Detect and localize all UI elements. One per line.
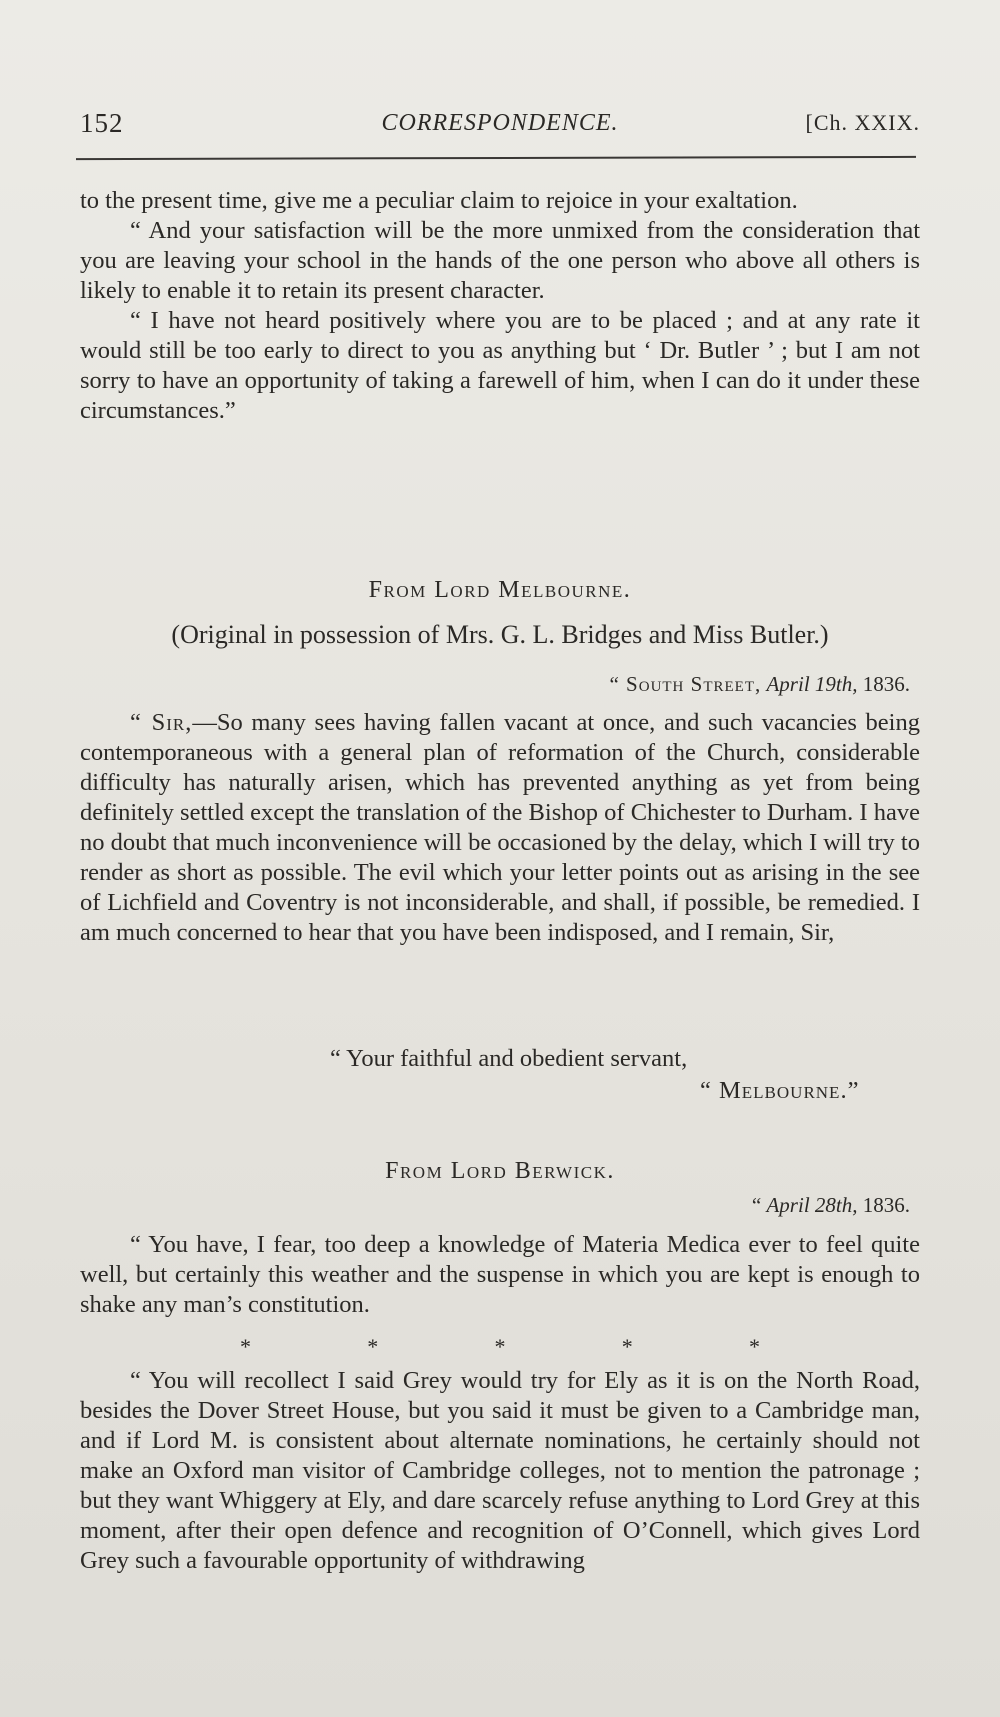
section-heading-melbourne: From Lord Melbourne. [368, 577, 632, 603]
provenance-note: (Original in possession of Mrs. G. L. Bridges and Miss Butler.) [171, 620, 829, 649]
asterisk: * [240, 1334, 251, 1359]
paragraph: “ And your satisfaction will be the more unmixed from the consideration that you are leaving your school in the hands of the one person who above all others is likely to enable it to retain its present character. [80, 217, 920, 304]
dateline-date: April 19th, [766, 672, 858, 696]
page-header [80, 108, 920, 148]
paragraph: to the present time, give me a peculiar claim to rejoice in your exaltation. [80, 187, 798, 214]
asterisk: * [367, 1334, 379, 1359]
dateline-prefix: “ [751, 1193, 762, 1217]
asterisk: * [749, 1334, 760, 1359]
paragraph: “ You will recollect I said Grey would try for Ely as it is on the North Road, besides the Dover Street House, but you said it must be given to a Cambridge man, and if Lord M. is consistent about alternate nominations, he certainly should not make an Oxford man visitor of Cambridge colleges, not to mention the patronage ; but they want Whiggery at Ely, and dare scarcely refuse anything to Lord Grey at this moment, after their open defence and recognition of O’Connell, which gives Lord Grey such a favourable opportunity of withdrawing [80, 1367, 920, 1574]
section-heading-berwick: From Lord Berwick. [385, 1158, 615, 1184]
berwick-letter-paragraph-2 [80, 1366, 920, 1576]
opening-letter-text [80, 186, 920, 426]
paragraph: “ You have, I fear, too deep a knowledge of Materia Medica ever to feel quite well, but certainly this weather and the suspense in which you are kept is enough to shake any man’s constitution. [80, 1231, 920, 1318]
section-break-asterisks [80, 1334, 920, 1360]
closing-line: “ Your faithful and obedient servant, [330, 1045, 688, 1072]
melbourne-letter-body [80, 708, 920, 948]
signature-melbourne: “ Melbourne.” [700, 1077, 860, 1104]
salutation: “ Sir, [130, 709, 193, 736]
letter-body: —So many sees having fallen vacant at once, and such vacancies being contemporaneous with a general plan of reformation of the Church, considerable difficulty has naturally arisen, which has prevented anything as yet from being definitely settled except the translation of the Bishop of Chichester to Durham. I have no doubt that much inconvenience will be occasioned by the delay, which I will try to render as short as possible. The evil which your letter points out as arising in the see of Lichfield and Coventry is not inconsiderable, and shall, if possible, be remedied. I am much concerned to hear that you have been indisposed, and I remain, Sir, [80, 709, 920, 946]
running-title: CORRESPONDENCE. [381, 110, 619, 136]
dateline-year: 1836. [862, 672, 910, 696]
chapter-reference: [Ch. XXIX. [805, 110, 920, 135]
dateline-melbourne [609, 672, 910, 697]
paragraph: “ I have not heard positively where you are to be placed ; and at any rate it would still be too early to direct to you as anything but ‘ Dr. Butler ’ ; but I am not sorry to have an opportunity of taking a farewell of him, when I can do it under these circumstances.” [80, 307, 920, 424]
dateline-date: April 28th, [766, 1193, 858, 1217]
dateline-year: 1836. [862, 1193, 910, 1217]
asterisk: * [621, 1334, 633, 1359]
dateline-place: “ South Street, [609, 672, 762, 696]
page-number: 152 [80, 108, 124, 138]
paragraph [80, 708, 920, 948]
asterisk: * [494, 1334, 506, 1359]
dateline-berwick [752, 1193, 910, 1218]
header-rule [76, 156, 916, 160]
berwick-letter-paragraph-1 [80, 1230, 920, 1320]
